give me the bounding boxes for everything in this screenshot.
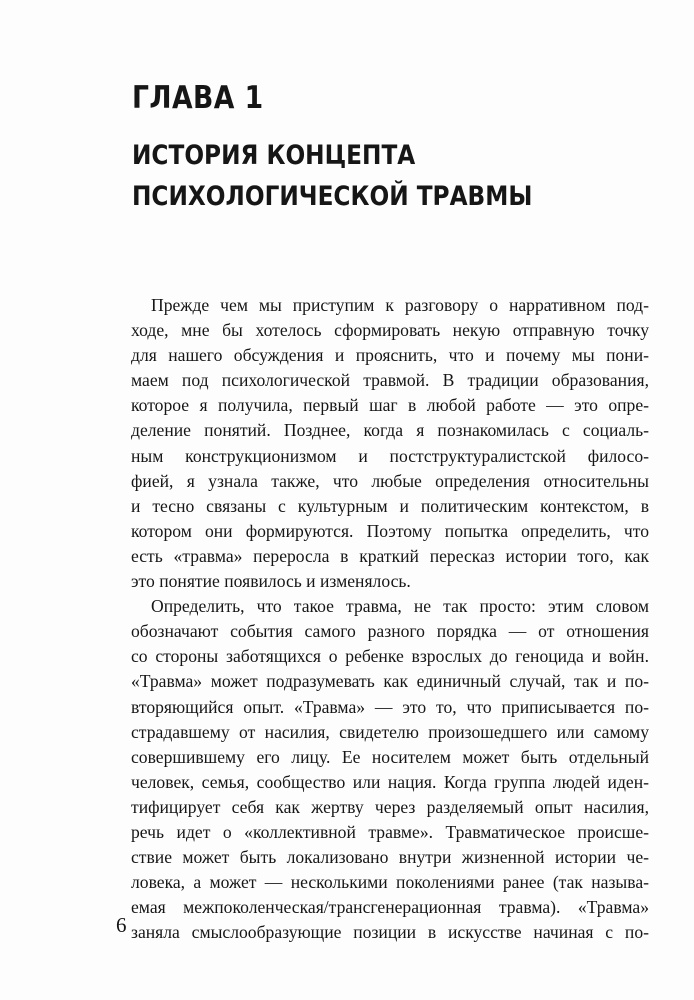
text-line: Прежде чем мы приступим к разговору о нарративном под- [151, 295, 649, 315]
text-line: речь идет о «коллективной травме». Травматическое происше- [131, 821, 649, 842]
text-line: ловека, а может — несколькими поколениями ранее (так называ- [131, 872, 649, 893]
text-line: которое я получила, первый шаг в любой работе — это опре- [131, 395, 649, 416]
text-line: деление понятий. Позднее, когда я познакомилась с социаль- [131, 420, 649, 441]
page-number: 6 [116, 913, 127, 937]
text-line: и тесно связаны с культурным и политическим контекстом, в [131, 495, 649, 516]
text-line: это понятие появилось и изменялось. [131, 571, 411, 592]
text-line: ным конструкционизмом и постструктуралистской филосо- [131, 445, 649, 466]
text-line: ходе, мне бы хотелось сформировать некую отправную точку [131, 320, 649, 341]
paragraph [131, 293, 649, 594]
text-line: заняла смыслообразующие позиции в искусстве начиная с по- [131, 922, 649, 943]
paragraph [131, 594, 649, 945]
text-line: фией, я узнала также, что любые определения относительны [131, 470, 649, 491]
body-text [131, 293, 649, 945]
text-line: со стороны заботящихся о ребенке взрослых до геноцида и войн. [131, 646, 649, 667]
chapter-title [132, 135, 532, 217]
chapter-title-line: ИСТОРИЯ КОНЦЕПТА [132, 140, 416, 171]
text-line: совершившему его лицу. Ее носителем может быть отдельный [131, 746, 649, 767]
text-line: котором они формируются. Поэтому попытка определить, что [131, 520, 649, 541]
text-line: есть «травма» переросла в краткий пересказ истории того, как [131, 545, 649, 566]
text-line: вторяющийся опыт. «Травма» — это то, что приписывается по- [131, 696, 649, 717]
chapter-label: ГЛАВА 1 [132, 80, 264, 116]
text-line: тифицирует себя как жертву через разделяемый опыт насилия, [131, 796, 649, 817]
text-line: человек, семья, сообщество или нация. Когда группа людей иден- [131, 771, 649, 792]
text-line: обозначают события самого разного порядка — от отношения [131, 621, 649, 642]
text-line: Определить, что такое травма, не так просто: этим словом [151, 596, 649, 617]
text-line: маем под психологической травмой. В традиции образования, [131, 370, 649, 391]
text-line: ствие может быть локализовано внутри жизненной истории че- [131, 847, 649, 868]
text-line: «Травма» может подразумевать как единичный случай, так и по- [131, 671, 649, 692]
text-line: страдавшему от насилия, свидетелю произошедшего или самому [131, 721, 649, 742]
chapter-title-line: ПСИХОЛОГИЧЕСКОЙ ТРАВМЫ [132, 181, 533, 212]
text-line: для нашего обсуждения и прояснить, что и почему мы пони- [131, 345, 649, 366]
text-line: емая межпоколенческая/трансгенерационная травма). «Травма» [131, 897, 649, 918]
